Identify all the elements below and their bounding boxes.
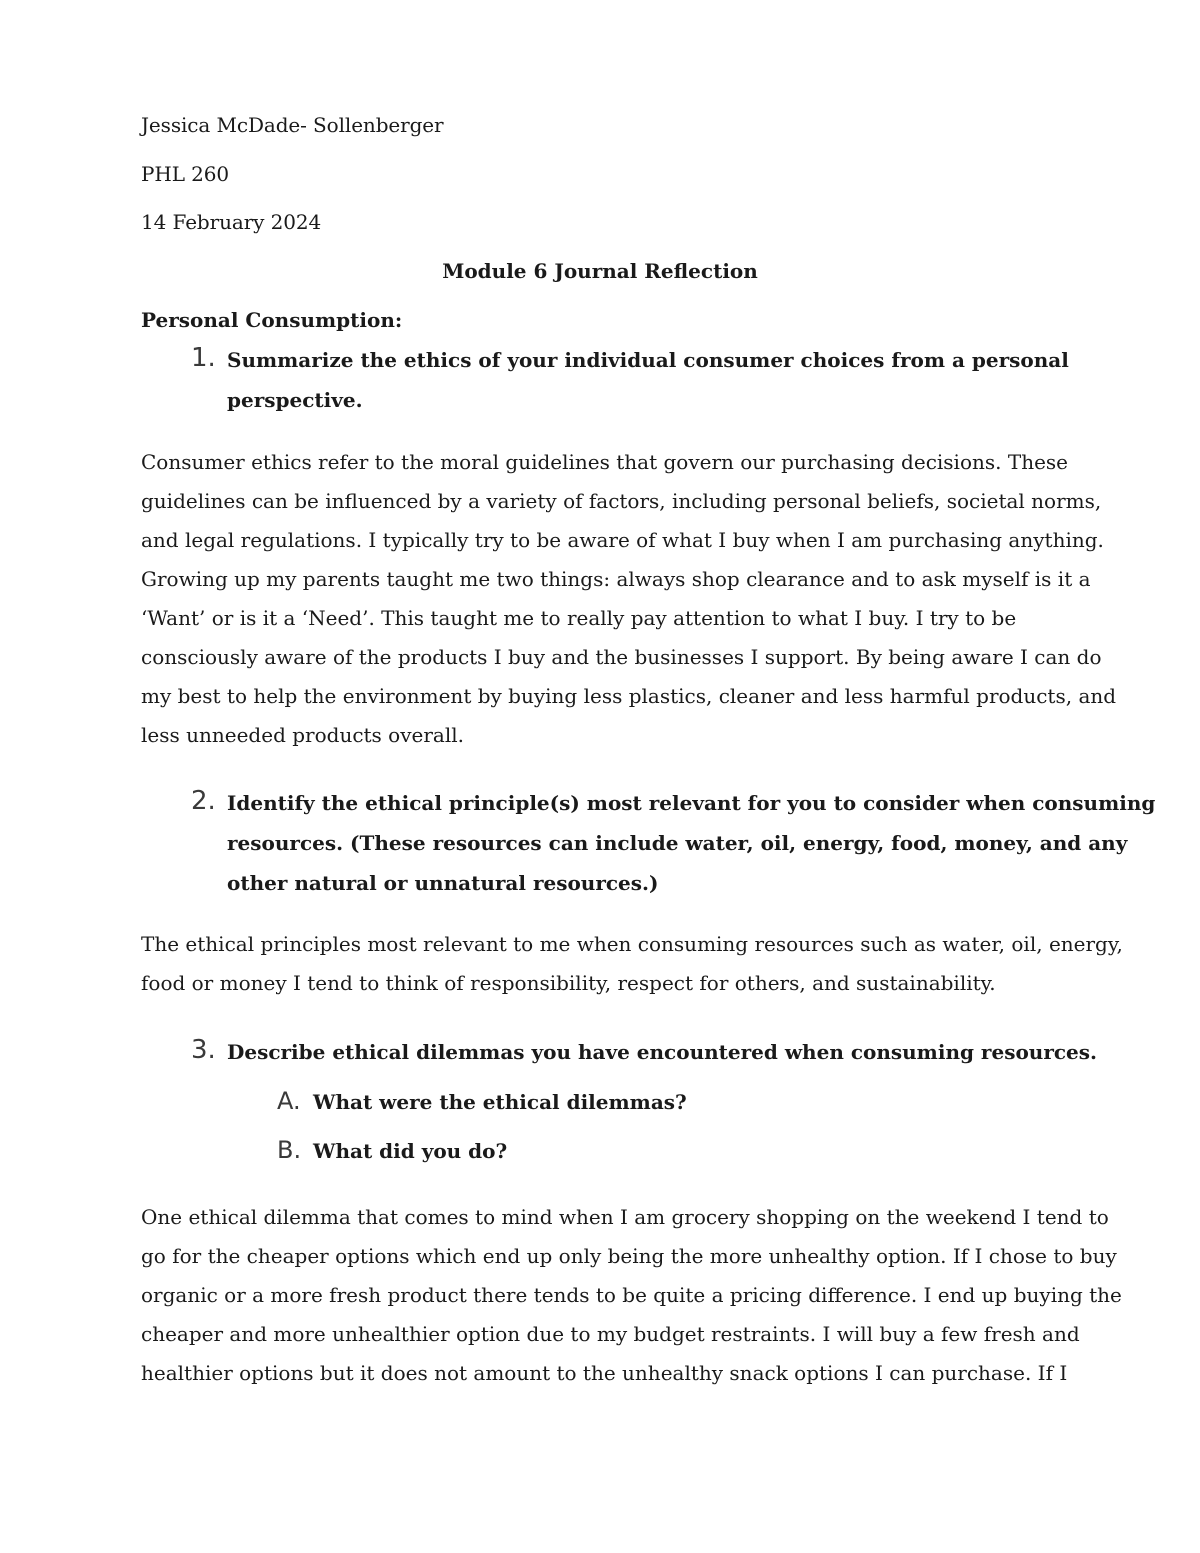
answer-3-line: cheaper and more unhealthier option due to my budget restraints. I will buy a few fresh and	[141, 1322, 1080, 1346]
question-2	[227, 783, 1155, 903]
question-2-line: resources. (These resources can include water, oil, energy, food, money, and any	[227, 831, 1128, 855]
question-1	[227, 340, 1069, 420]
question-number-1: 1.	[191, 343, 216, 373]
answer-1-line: guidelines can be influenced by a variety of factors, including personal beliefs, societal norms,	[141, 489, 1102, 513]
answer-3-line: organic or a more fresh product there tends to be quite a pricing difference. I end up buying the	[141, 1283, 1122, 1307]
section-heading: Personal Consumption:	[141, 308, 403, 332]
answer-3-line: One ethical dilemma that comes to mind when I am grocery shopping on the weekend I tend to	[141, 1205, 1109, 1229]
subitem-letter-b: B.	[277, 1136, 302, 1164]
answer-1-line: less unneeded products overall.	[141, 723, 464, 747]
answer-1-line: consciously aware of the products I buy and the businesses I support. By being aware I can do	[141, 645, 1102, 669]
answer-3	[141, 1198, 1122, 1393]
subitem-letter-a: A.	[277, 1087, 301, 1115]
question-2-line: other natural or unnatural resources.)	[227, 871, 659, 895]
answer-3-line: healthier options but it does not amount to the unhealthy snack options I can purchase. If I	[141, 1361, 1068, 1385]
question-3	[227, 1032, 1097, 1072]
subitem-a-text: What were the ethical dilemmas?	[313, 1090, 687, 1114]
answer-1-line: my best to help the environment by buying less plastics, cleaner and less harmful products, and	[141, 684, 1117, 708]
course-code: PHL 260	[141, 162, 230, 186]
document-title: Module 6 Journal Reflection	[442, 259, 758, 283]
answer-1	[141, 443, 1116, 755]
question-1-line: Summarize the ethics of your individual consumer choices from a personal	[227, 348, 1069, 372]
subitem-b-text: What did you do?	[313, 1139, 508, 1163]
answer-1-line: Consumer ethics refer to the moral guidelines that govern our purchasing decisions. These	[141, 450, 1069, 474]
answer-3-line: go for the cheaper options which end up only being the more unhealthy option. If I chose to buy	[141, 1244, 1117, 1268]
answer-1-line: ‘Want’ or is it a ‘Need’. This taught me to really pay attention to what I buy. I try to be	[141, 606, 1017, 630]
question-number-2: 2.	[191, 786, 216, 816]
question-1-line: perspective.	[227, 388, 363, 412]
question-3-line: Describe ethical dilemmas you have encountered when consuming resources.	[227, 1040, 1097, 1064]
document-date: 14 February 2024	[141, 210, 322, 234]
answer-2-line: The ethical principles most relevant to me when consuming resources such as water, oil, energy,	[141, 932, 1123, 956]
question-2-line: Identify the ethical principle(s) most relevant for you to consider when consuming	[227, 791, 1156, 815]
answer-2-line: food or money I tend to think of responsibility, respect for others, and sustainability.	[141, 971, 996, 995]
answer-1-line: and legal regulations. I typically try to be aware of what I buy when I am purchasing anything.	[141, 528, 1104, 552]
answer-2	[141, 925, 1123, 1003]
author-name: Jessica McDade- Sollenberger	[141, 113, 444, 137]
answer-1-line: Growing up my parents taught me two things: always shop clearance and to ask myself is it a	[141, 567, 1091, 591]
question-number-3: 3.	[191, 1035, 216, 1065]
